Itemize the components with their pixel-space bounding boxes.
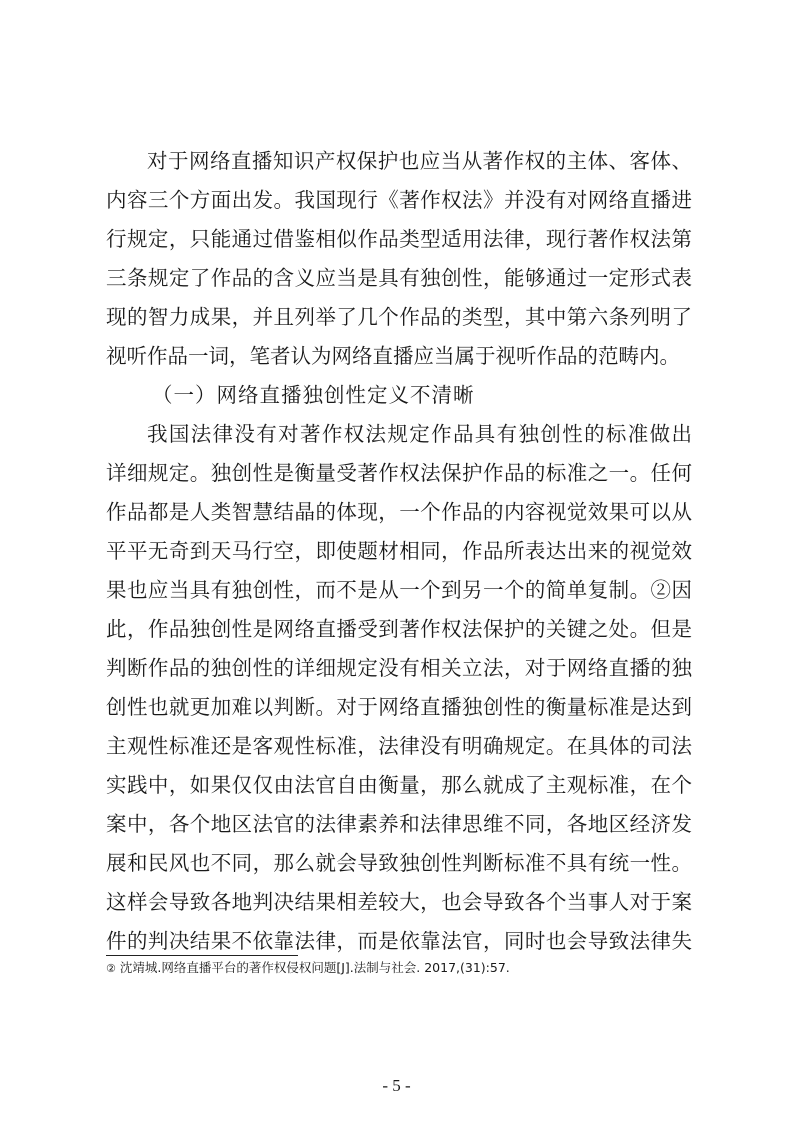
- text-line: 判断作品的独创性的详细规定没有相关立法，对于网络直播的独: [106, 656, 692, 680]
- text-line: 展和民风也不同，那么就会导致独创性判断标准不具有统一性。: [106, 851, 692, 875]
- text-line: 果也应当具有独创性，而不是从一个到另一个的简单复制。②因: [106, 578, 692, 602]
- text-line: 对于网络直播知识产权保护也应当从著作权的主体、客体、: [147, 149, 692, 173]
- body-text: [106, 142, 692, 961]
- text-line: 现的智力成果，并且列举了几个作品的类型，其中第六条列明了: [106, 305, 692, 329]
- text-line: 我国法律没有对著作权法规定作品具有独创性的标准做出: [147, 422, 692, 446]
- footnote-mark: ②: [106, 962, 116, 975]
- text-line: 作品都是人类智慧结晶的体现，一个作品的内容视觉效果可以从: [106, 500, 692, 524]
- text-line: 件的判决结果不依靠法律，而是依靠法官，同时也会导致法律失: [106, 929, 692, 953]
- text-line: 这样会导致各地判决结果相差较大，也会导致各个当事人对于案: [106, 890, 692, 914]
- footnote-text: 沈靖城.网络直播平台的著作权侵权问题[J].法制与社会. 2017,(31):57.: [119, 960, 510, 975]
- text-line: 行规定，只能通过借鉴相似作品类型适用法律，现行著作权法第: [106, 227, 692, 251]
- text-line: 主观性标准还是客观性标准，法律没有明确规定。在具体的司法: [106, 734, 692, 758]
- text-line: 平平无奇到天马行空，即使题材相同，作品所表达出来的视觉效: [106, 539, 692, 563]
- text-line: 内容三个方面出发。我国现行《著作权法》并没有对网络直播进: [106, 188, 692, 212]
- text-line: 案中，各个地区法官的法律素养和法律思维不同，各地区经济发: [106, 812, 692, 836]
- text-line: 视听作品一词，笔者认为网络直播应当属于视听作品的范畴内。: [106, 344, 680, 368]
- page-number: - 5 -: [382, 1076, 411, 1095]
- footnote-divider: [106, 955, 298, 956]
- footnote: [106, 958, 692, 979]
- text-line: 三条规定了作品的含义应当是具有独创性，能够通过一定形式表: [106, 266, 692, 290]
- text-line: 创性也就更加难以判断。对于网络直播独创性的衡量标准是达到: [106, 695, 692, 719]
- text-line: 此，作品独创性是网络直播受到著作权法保护的关键之处。但是: [106, 617, 692, 641]
- text-line: 详细规定。独创性是衡量受著作权法保护作品的标准之一。任何: [106, 461, 692, 485]
- section-heading: （一）网络直播独创性定义不清晰: [152, 383, 475, 407]
- text-line: 实践中，如果仅仅由法官自由衡量，那么就成了主观标准，在个: [106, 773, 692, 797]
